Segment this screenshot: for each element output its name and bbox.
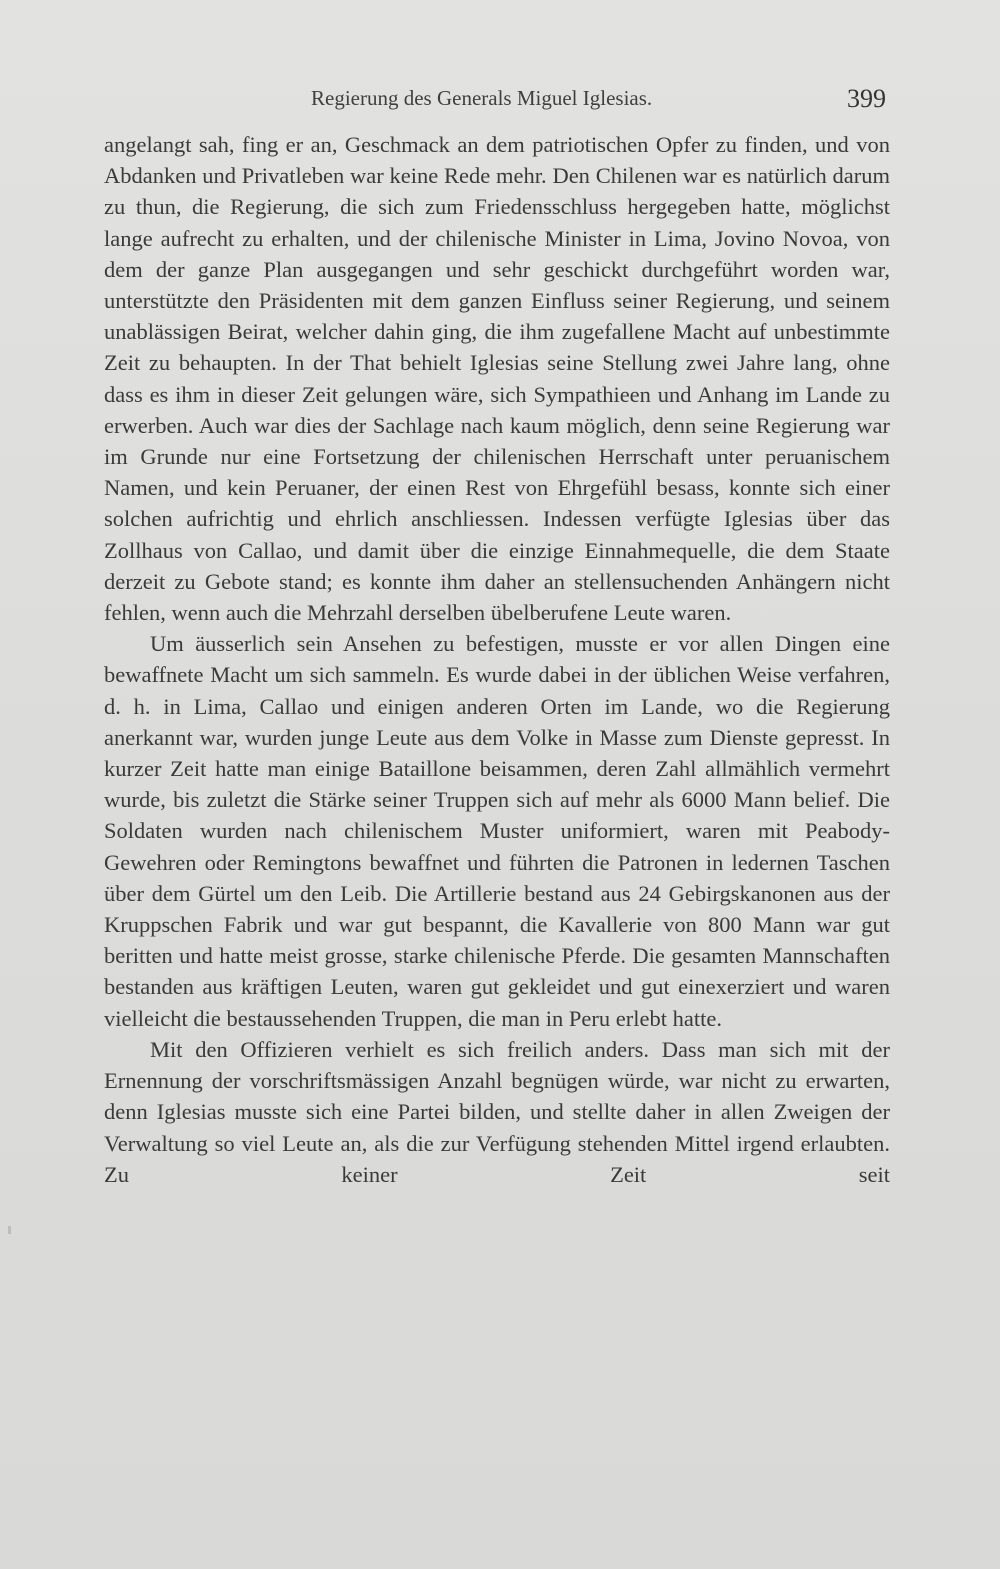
page-header <box>104 82 886 118</box>
page-number: 399 <box>847 84 886 113</box>
paper-speck <box>8 1226 11 1234</box>
running-head: Regierung des Generals Miguel Iglesias. <box>311 86 653 110</box>
paragraph-3: Mit den Offizieren verhielt es sich freilich anders. Dass man sich mit der Ernennung der vorschriftsmässigen Anzahl begnügen würde, war nicht zu erwarten, denn Iglesias musste sich eine Partei bilden, und stellte daher in allen Zweigen der Verwaltung so viel Leute an, als die zur Verfügung stehenden Mittel irgend erlaubten. Zu keiner Zeit seit <box>104 1036 890 1187</box>
paragraph-1: angelangt sah, fing er an, Geschmack an dem patriotischen Opfer zu finden, und von Abdanken und Privatleben war keine Rede mehr. Den Chilenen war es natürlich darum zu thun, die Regierung, die sich zum Friedensschluss hergegeben hatte, möglichst lange aufrecht zu erhalten, und der chilenische Minister in Lima, Jovino Novoa, von dem der ganze Plan ausgegangen und sehr geschickt durchgeführt worden war, unterstützte den Präsidenten mit dem ganzen Einfluss seiner Regierung, und seinem unablässigen Beirat, welcher dahin ging, die ihm zugefallene Macht auf unbestimmte Zeit zu behaupten. In der That behielt Iglesias seine Stellung zwei Jahre lang, ohne dass es ihm in dieser Zeit gelungen wäre, sich Sympathieen und Anhang im Lande zu erwerben. Auch war dies der Sachlage nach kaum möglich, denn seine Regierung war im Grunde nur eine Fortsetzung der chilenischen Herrschaft unter peruanischem Namen, und kein Peruaner, der einen Rest von Ehrgefühl besass, konnte sich einer solchen aufrichtig und ehrlich anschliessen. Indessen verfügte Iglesias über das Zollhaus von Callao, und damit über die einzige Einnahmequelle, die dem Staate derzeit zu Gebote stand; es konnte ihm daher an stellensuchenden Anhängern nicht fehlen, wenn auch die Mehrzahl derselben übelberufene Leute waren. <box>104 132 890 626</box>
body-text <box>104 129 890 1190</box>
paragraph-2: Um äusserlich sein Ansehen zu befestigen, musste er vor allen Dingen eine bewaffnete Macht um sich sammeln. Es wurde dabei in der üblichen Weise verfahren, d. h. in Lima, Callao und einigen anderen Orten im Lande, wo die Regierung anerkannt war, wurden junge Leute aus dem Volke in Masse zum Dienste gepresst. In kurzer Zeit hatte man einige Bataillone beisammen, deren Zahl allmählich vermehrt wurde, bis zuletzt die Stärke seiner Truppen sich auf mehr als 6000 Mann belief. Die Soldaten wurden nach chilenischem Muster uniformiert, waren mit Peabody-Gewehren oder Remingtons bewaffnet und führten die Patronen in ledernen Taschen über dem Gürtel um den Leib. Die Artillerie bestand aus 24 Gebirgskanonen aus der Kruppschen Fabrik und war gut bespannt, die Kavallerie von 800 Mann war gut beritten und hatte meist grosse, starke chilenische Pferde. Die gesamten Mannschaften bestanden aus kräftigen Leuten, waren gut gekleidet und gut einexerziert und waren vielleicht die bestaussehenden Truppen, die man in Peru erlebt hatte. <box>104 631 890 1031</box>
